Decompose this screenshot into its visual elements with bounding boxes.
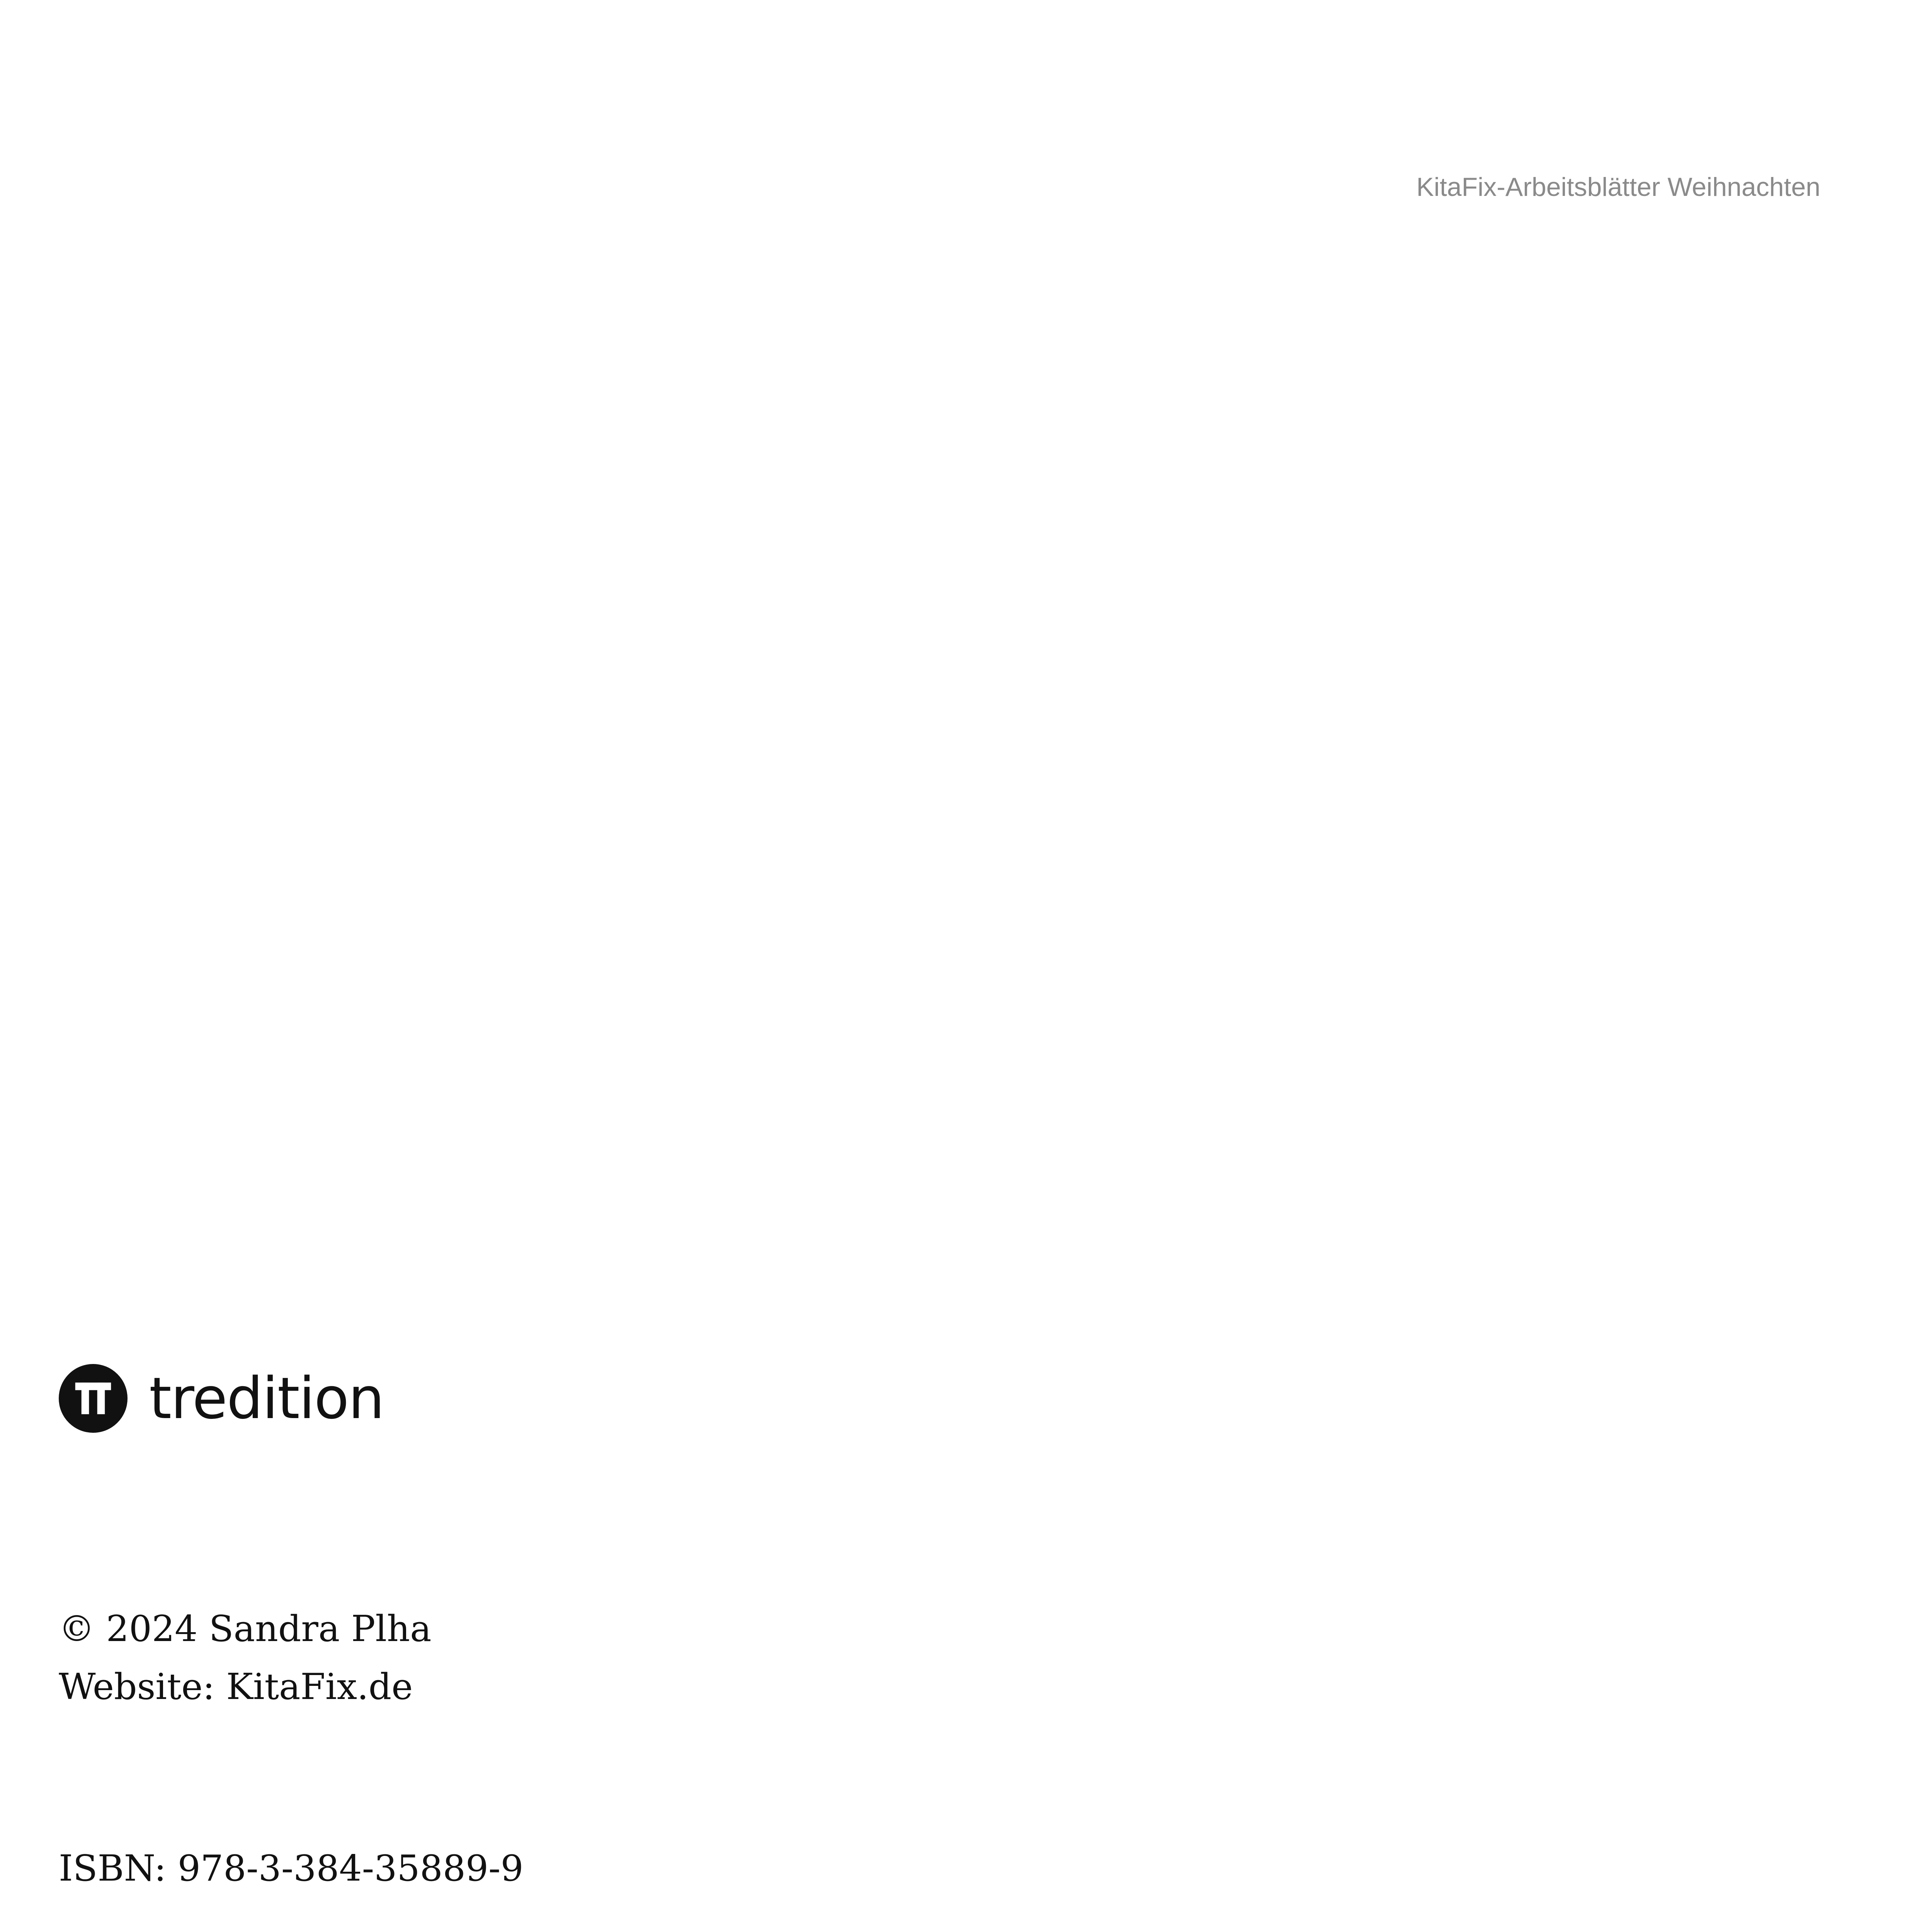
publisher-wordmark: tredition — [149, 1365, 384, 1432]
publisher-logo — [59, 1364, 384, 1433]
isbn-block — [59, 1839, 1840, 1897]
running-header: KitaFix-Arbeitsblätter Weihnachten — [1416, 172, 1820, 202]
copyright-block — [59, 1600, 1840, 1716]
isbn-line: ISBN: 978-3-384-35889-9 — [59, 1847, 524, 1889]
website-line: Website: KitaFix.de — [59, 1666, 413, 1708]
copyright-line: © 2024 Sandra Plha — [59, 1608, 432, 1650]
tredition-logo-icon — [59, 1364, 128, 1433]
